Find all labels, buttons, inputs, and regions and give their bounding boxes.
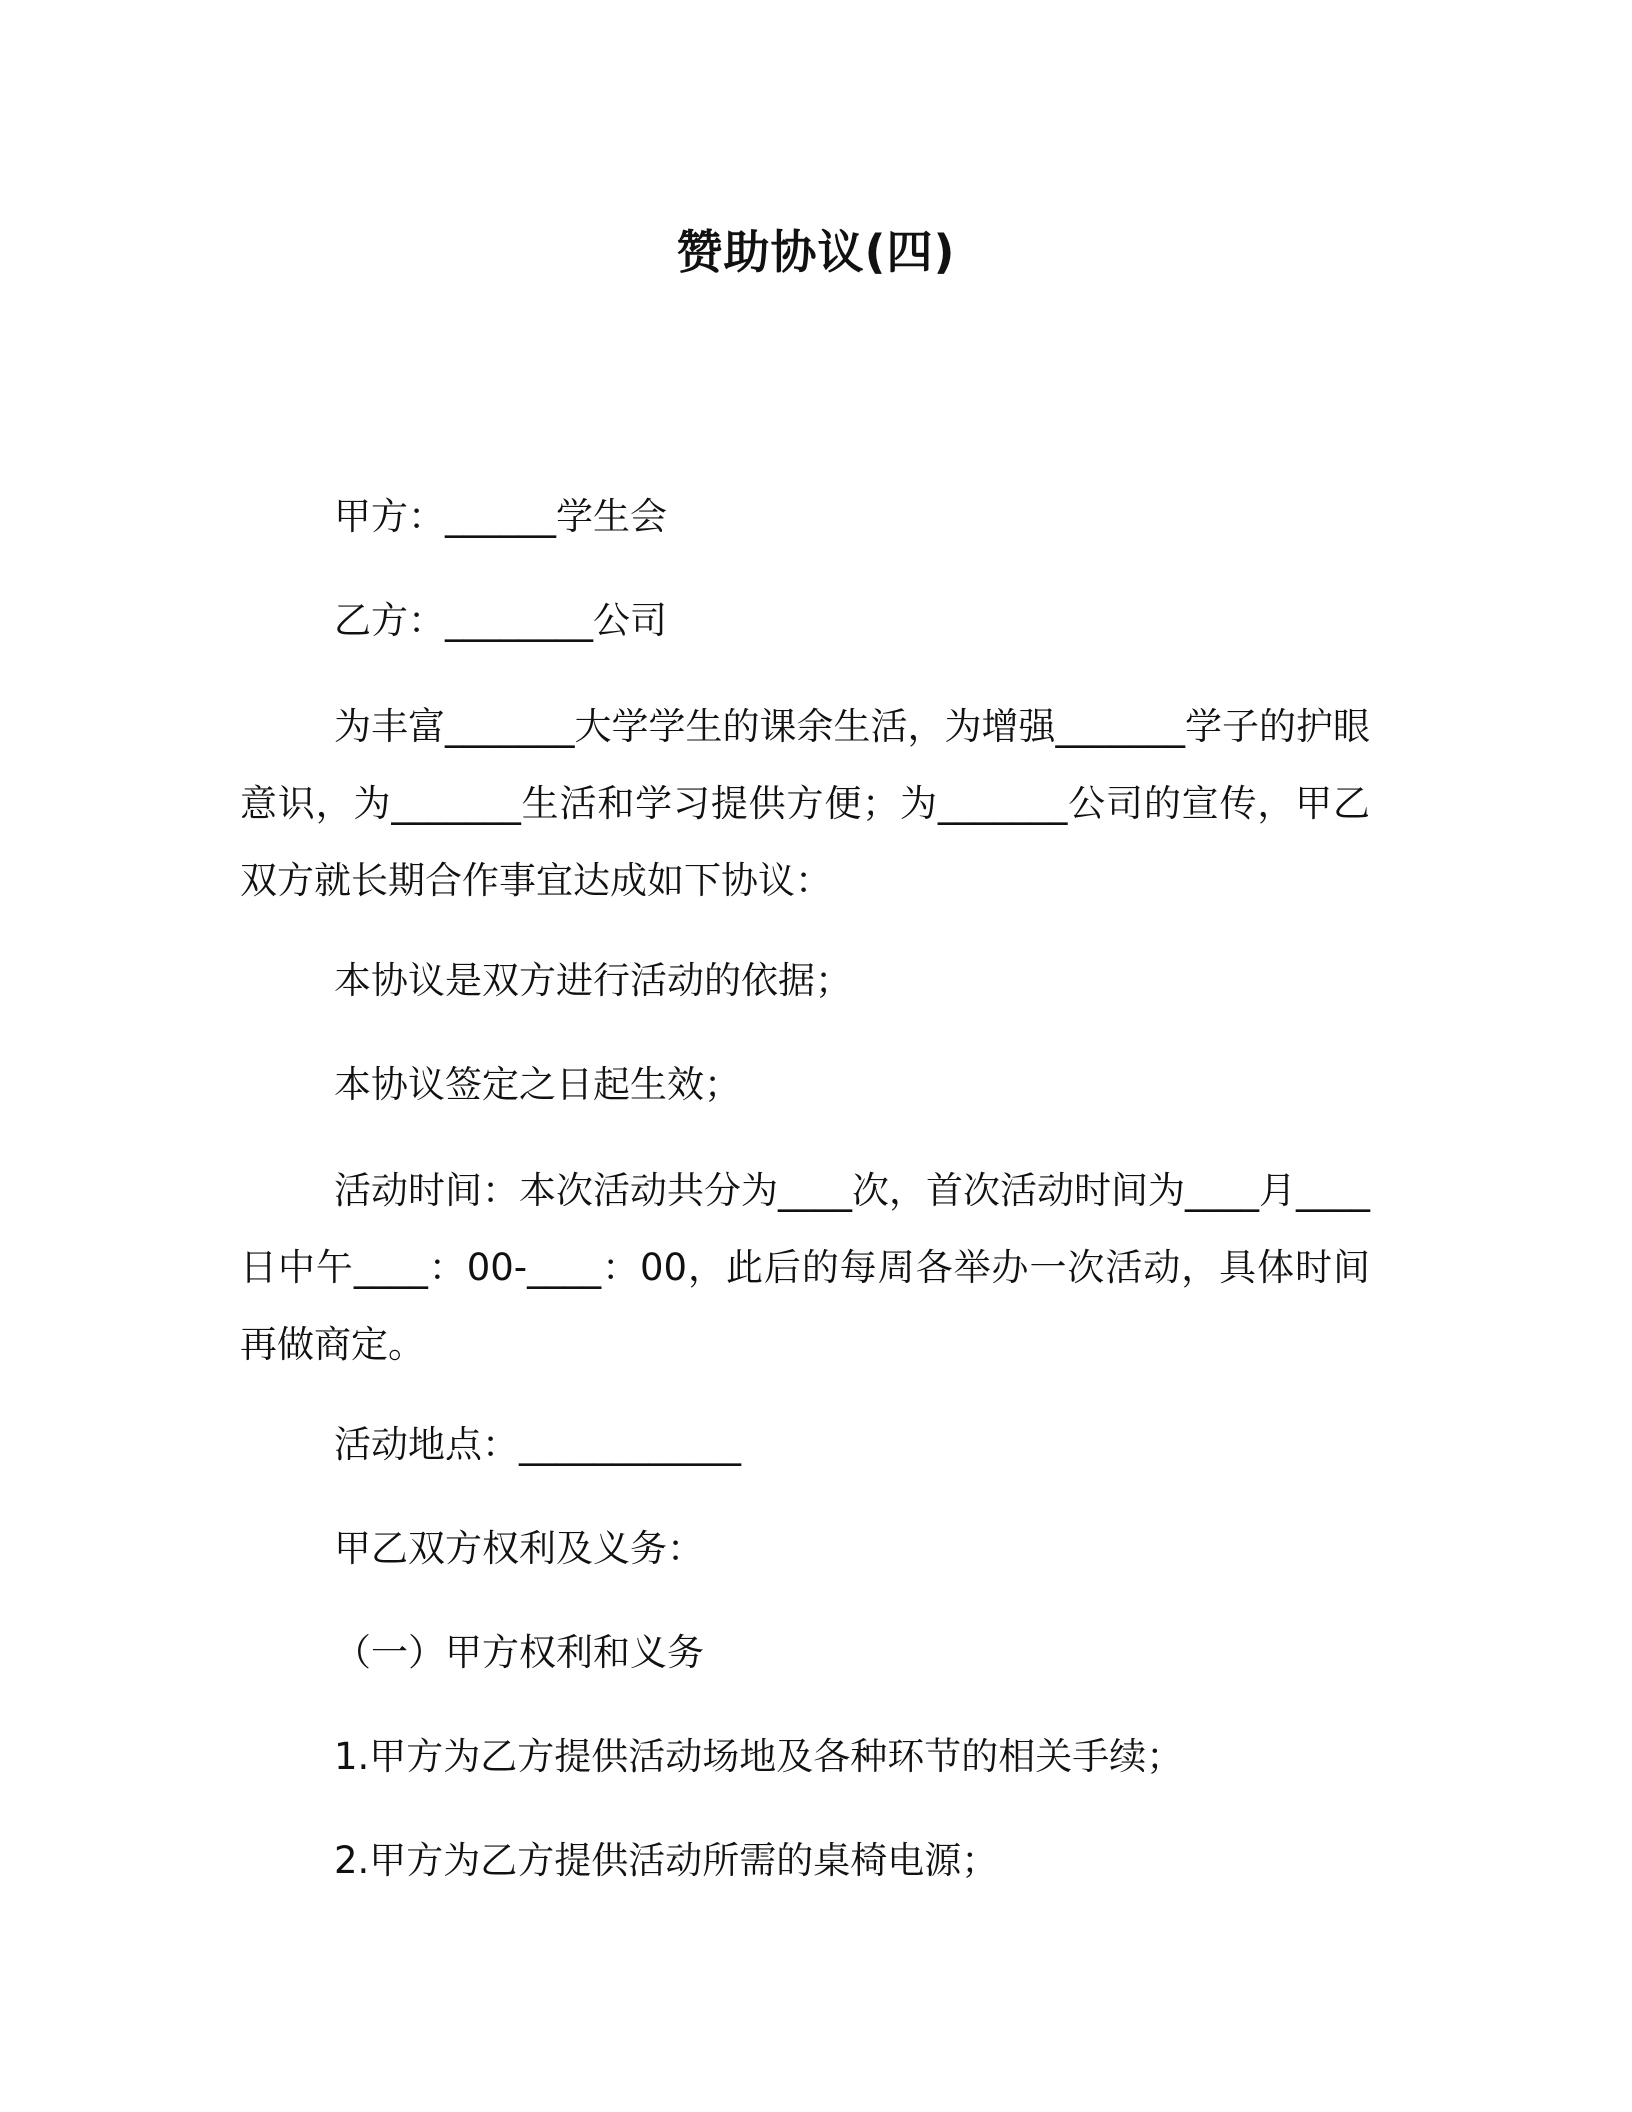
party-a-line: 甲方：______学生会 [334,495,667,538]
activity-place-line: 活动地点：____________ [334,1423,741,1466]
list-item-1: 1.甲方为乙方提供活动场地及各种环节的相关手续； [334,1735,1184,1778]
rights-heading: 甲乙双方权利及义务： [334,1527,704,1570]
preamble-paragraph: 为丰富_______大学学生的课余生活，为增强_______学子的护眼意识，为_______生活和学习提供方便；为_______公司的宣传，甲乙双方就长期合作事宜达成如下协议： [240,705,1370,902]
party-b-line: 乙方：________公司 [334,599,667,642]
activity-time-paragraph: 活动时间：本次活动共分为____次，首次活动时间为____月____日中午____：00-____：00，此后的每周各举办一次活动，具体时间再做商定。 [240,1169,1370,1366]
section-one-heading: （一）甲方权利和义务 [334,1631,704,1674]
document-title: 赞助协议(四) [676,225,956,279]
clause-effective: 本协议签定之日起生效； [334,1063,741,1106]
clause-basis: 本协议是双方进行活动的依据； [334,959,852,1002]
list-item-2: 2.甲方为乙方提供活动所需的桌椅电源； [334,1839,999,1882]
